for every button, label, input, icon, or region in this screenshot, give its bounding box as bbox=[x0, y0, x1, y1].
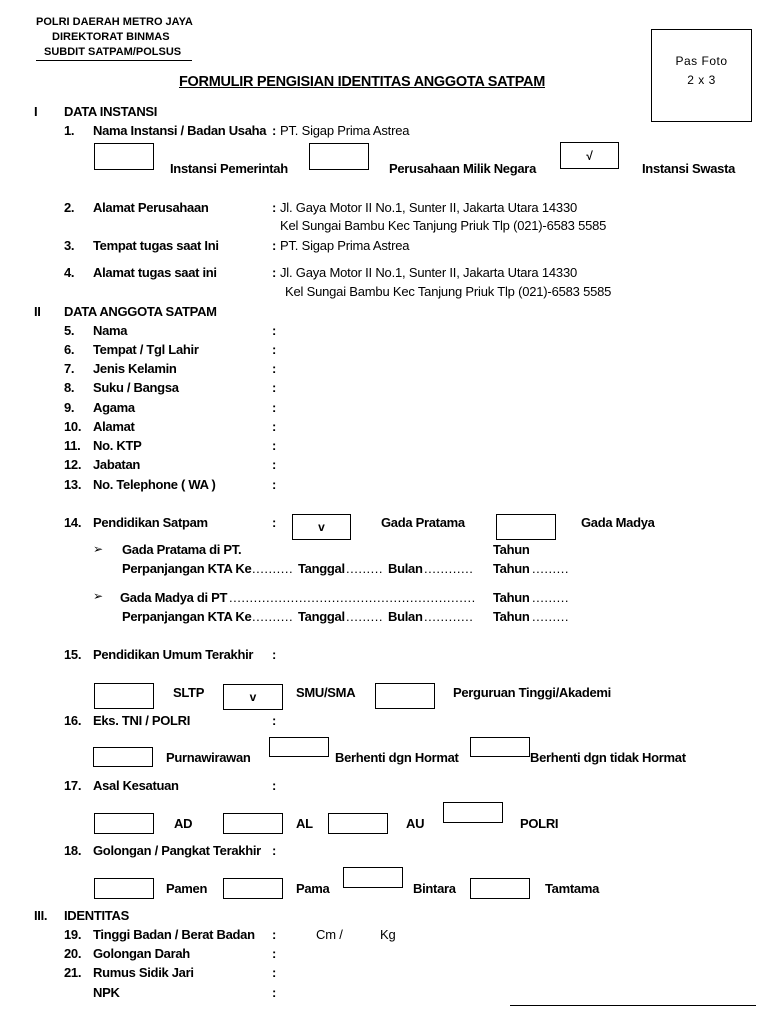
field-3-colon: : bbox=[272, 238, 277, 253]
field-4-label: Alamat tugas saat ini bbox=[93, 265, 217, 280]
field-13-colon: : bbox=[272, 477, 277, 492]
header-line-2: DIREKTORAT BINMAS bbox=[52, 31, 170, 43]
field-5-colon: : bbox=[272, 323, 277, 338]
field-15-colon: : bbox=[272, 647, 277, 662]
pama-checkbox[interactable] bbox=[223, 878, 283, 899]
al-label: AL bbox=[296, 816, 313, 831]
signature-line bbox=[510, 1005, 756, 1006]
perguruan-tinggi-label: Perguruan Tinggi/Akademi bbox=[453, 685, 611, 700]
cm-unit: Cm / bbox=[316, 927, 343, 942]
section-3-number: III. bbox=[34, 908, 48, 923]
field-16-colon: : bbox=[272, 713, 277, 728]
ad-label: AD bbox=[174, 816, 193, 831]
field-18-colon: : bbox=[272, 843, 277, 858]
pratama-tanggal-dots: ......... bbox=[346, 561, 384, 576]
field-21-colon: : bbox=[272, 965, 277, 980]
field-6-colon: : bbox=[272, 342, 277, 357]
pama-label: Pama bbox=[296, 881, 330, 896]
field-9-colon: : bbox=[272, 400, 277, 415]
gada-pratama-pt-label: Gada Pratama di PT. bbox=[122, 542, 242, 557]
gada-madya-checkbox[interactable] bbox=[496, 514, 556, 540]
madya-tahun-dots: ......... bbox=[532, 590, 570, 605]
field-19-label: Tinggi Badan / Berat Badan bbox=[93, 927, 255, 942]
photo-box bbox=[651, 29, 752, 122]
field-7-colon: : bbox=[272, 361, 277, 376]
field-5-number: 5. bbox=[64, 323, 75, 338]
instansi-swasta-label: Instansi Swasta bbox=[642, 161, 736, 176]
photo-size: 2 x 3 bbox=[687, 73, 716, 87]
smu-sma-checkbox[interactable]: v bbox=[223, 684, 283, 710]
polri-label: POLRI bbox=[520, 816, 559, 831]
field-10-number: 10. bbox=[64, 419, 82, 434]
pratama-tahun-label: Tahun bbox=[493, 542, 530, 557]
field-9-label: Agama bbox=[93, 400, 135, 415]
field-17-label: Asal Kesatuan bbox=[93, 778, 179, 793]
field-4-value-line-1: Jl. Gaya Motor II No.1, Sunter II, Jakarta Utara 14330 bbox=[280, 265, 578, 280]
field-1-label: Nama Instansi / Badan Usaha bbox=[93, 123, 267, 138]
field-15-label: Pendidikan Umum Terakhir bbox=[93, 647, 254, 662]
perusahaan-milik-negara-label: Perusahaan Milik Negara bbox=[389, 161, 536, 176]
npk-colon: : bbox=[272, 985, 277, 1000]
instansi-pemerintah-label: Instansi Pemerintah bbox=[170, 161, 288, 176]
field-21-number: 21. bbox=[64, 965, 82, 980]
smu-sma-label: SMU/SMA bbox=[296, 685, 356, 700]
field-1-colon: : bbox=[272, 123, 277, 138]
pamen-checkbox[interactable] bbox=[94, 878, 154, 899]
section-3-title: IDENTITAS bbox=[64, 908, 129, 923]
field-19-colon: : bbox=[272, 927, 277, 942]
bullet-pratama: ➢ bbox=[93, 542, 104, 556]
field-6-number: 6. bbox=[64, 342, 75, 357]
bintara-checkbox[interactable] bbox=[343, 867, 403, 888]
page-title: FORMULIR PENGISIAN IDENTITAS ANGGOTA SATPAM bbox=[179, 74, 545, 90]
field-11-number: 11. bbox=[64, 438, 81, 453]
au-checkbox[interactable] bbox=[328, 813, 388, 834]
field-8-label: Suku / Bangsa bbox=[93, 380, 179, 395]
field-2-label: Alamat Perusahaan bbox=[93, 200, 209, 215]
field-13-number: 13. bbox=[64, 477, 82, 492]
field-14-colon: : bbox=[272, 515, 277, 530]
header-underline bbox=[36, 60, 192, 61]
field-12-label: Jabatan bbox=[93, 457, 141, 472]
gada-madya-label: Gada Madya bbox=[581, 515, 655, 530]
field-2-number: 2. bbox=[64, 200, 75, 215]
berhenti-hormat-checkbox[interactable] bbox=[269, 737, 329, 757]
field-3-number: 3. bbox=[64, 238, 75, 253]
field-11-colon: : bbox=[272, 438, 277, 453]
field-20-colon: : bbox=[272, 946, 277, 961]
header-line-1: POLRI DAERAH METRO JAYA bbox=[36, 16, 193, 28]
pratama-tanggal-label: Tanggal bbox=[298, 561, 345, 576]
field-1-value: PT. Sigap Prima Astrea bbox=[280, 123, 410, 138]
field-14-number: 14. bbox=[64, 515, 82, 530]
field-4-colon: : bbox=[272, 265, 277, 280]
field-2-colon: : bbox=[272, 200, 277, 215]
berhenti-tidak-hormat-label: Berhenti dgn tidak Hormat bbox=[530, 750, 686, 765]
madya-tanggal-dots: ......... bbox=[346, 609, 384, 624]
field-17-number: 17. bbox=[64, 778, 82, 793]
section-1-number: I bbox=[34, 104, 38, 119]
field-16-number: 16. bbox=[64, 713, 82, 728]
pratama-kta-dots: .......... bbox=[252, 561, 294, 576]
pratama-kta-tahun-label: Tahun bbox=[493, 561, 530, 576]
field-18-number: 18. bbox=[64, 843, 82, 858]
field-12-colon: : bbox=[272, 457, 277, 472]
tamtama-checkbox[interactable] bbox=[470, 878, 530, 899]
bullet-madya: ➢ bbox=[93, 589, 104, 603]
madya-kta-tahun-dots: ......... bbox=[532, 609, 570, 624]
field-1-number: 1. bbox=[64, 123, 75, 138]
pratama-kta-label: Perpanjangan KTA Ke bbox=[122, 561, 252, 576]
ad-checkbox[interactable] bbox=[94, 813, 154, 834]
berhenti-tidak-hormat-checkbox[interactable] bbox=[470, 737, 530, 757]
gada-pratama-checkbox[interactable]: v bbox=[292, 514, 351, 540]
perusahaan-milik-negara-checkbox[interactable] bbox=[309, 143, 369, 170]
section-2-title: DATA ANGGOTA SATPAM bbox=[64, 304, 217, 319]
sltp-label: SLTP bbox=[173, 685, 205, 700]
npk-label: NPK bbox=[93, 985, 120, 1000]
pratama-bulan-dots: ............ bbox=[424, 561, 474, 576]
field-8-colon: : bbox=[272, 380, 277, 395]
field-7-number: 7. bbox=[64, 361, 75, 376]
field-13-label: No. Telephone ( WA ) bbox=[93, 477, 216, 492]
perguruan-tinggi-checkbox[interactable] bbox=[375, 683, 435, 709]
field-21-label: Rumus Sidik Jari bbox=[93, 965, 194, 980]
polri-checkbox[interactable] bbox=[443, 802, 503, 823]
gada-madya-pt-label: Gada Madya di PT bbox=[120, 590, 228, 605]
madya-kta-tahun-label: Tahun bbox=[493, 609, 530, 624]
section-1-title: DATA INSTANSI bbox=[64, 104, 158, 119]
field-19-number: 19. bbox=[64, 927, 82, 942]
al-checkbox[interactable] bbox=[223, 813, 283, 834]
instansi-swasta-checkbox[interactable]: √ bbox=[560, 142, 619, 169]
madya-bulan-dots: ............ bbox=[424, 609, 474, 624]
field-14-label: Pendidikan Satpam bbox=[93, 515, 208, 530]
field-12-number: 12. bbox=[64, 457, 82, 472]
madya-bulan-label: Bulan bbox=[388, 609, 423, 624]
field-18-label: Golongan / Pangkat Terakhir bbox=[93, 843, 261, 858]
sltp-checkbox[interactable] bbox=[94, 683, 154, 709]
bintara-label: Bintara bbox=[413, 881, 456, 896]
field-2-value-line-2: Kel Sungai Bambu Kec Tanjung Priuk Tlp (021)-6583 5585 bbox=[280, 218, 607, 233]
pratama-bulan-label: Bulan bbox=[388, 561, 423, 576]
field-8-number: 8. bbox=[64, 380, 75, 395]
field-3-value: PT. Sigap Prima Astrea bbox=[280, 238, 410, 253]
field-7-label: Jenis Kelamin bbox=[93, 361, 177, 376]
madya-kta-dots: .......... bbox=[252, 609, 294, 624]
gada-pratama-label: Gada Pratama bbox=[381, 515, 465, 530]
header-line-3: SUBDIT SATPAM/POLSUS bbox=[44, 46, 182, 58]
field-9-number: 9. bbox=[64, 400, 75, 415]
field-6-label: Tempat / Tgl Lahir bbox=[93, 342, 199, 357]
field-3-label: Tempat tugas saat Ini bbox=[93, 238, 219, 253]
field-4-value-line-2: Kel Sungai Bambu Kec Tanjung Priuk Tlp (021)-6583 5585 bbox=[285, 284, 612, 299]
au-label: AU bbox=[406, 816, 425, 831]
field-10-colon: : bbox=[272, 419, 277, 434]
pamen-label: Pamen bbox=[166, 881, 208, 896]
kg-unit: Kg bbox=[380, 927, 396, 942]
berhenti-hormat-label: Berhenti dgn Hormat bbox=[335, 750, 459, 765]
field-17-colon: : bbox=[272, 778, 277, 793]
field-5-label: Nama bbox=[93, 323, 128, 338]
field-4-number: 4. bbox=[64, 265, 75, 280]
madya-tanggal-label: Tanggal bbox=[298, 609, 345, 624]
purnawirawan-checkbox[interactable] bbox=[93, 747, 153, 767]
field-16-label: Eks. TNI / POLRI bbox=[93, 713, 191, 728]
tamtama-label: Tamtama bbox=[545, 881, 600, 896]
madya-kta-label: Perpanjangan KTA Ke bbox=[122, 609, 252, 624]
field-20-number: 20. bbox=[64, 946, 82, 961]
instansi-pemerintah-checkbox[interactable] bbox=[94, 143, 154, 170]
field-15-number: 15. bbox=[64, 647, 82, 662]
gada-madya-pt-dots: ............................................................ bbox=[229, 590, 476, 605]
section-2-number: II bbox=[34, 304, 41, 319]
pratama-kta-tahun-dots: ......... bbox=[532, 561, 570, 576]
field-2-value-line-1: Jl. Gaya Motor II No.1, Sunter II, Jakarta Utara 14330 bbox=[280, 200, 578, 215]
madya-tahun-label: Tahun bbox=[493, 590, 530, 605]
purnawirawan-label: Purnawirawan bbox=[166, 750, 251, 765]
photo-label: Pas Foto bbox=[675, 54, 728, 68]
field-10-label: Alamat bbox=[93, 419, 135, 434]
field-20-label: Golongan Darah bbox=[93, 946, 190, 961]
field-11-label: No. KTP bbox=[93, 438, 142, 453]
